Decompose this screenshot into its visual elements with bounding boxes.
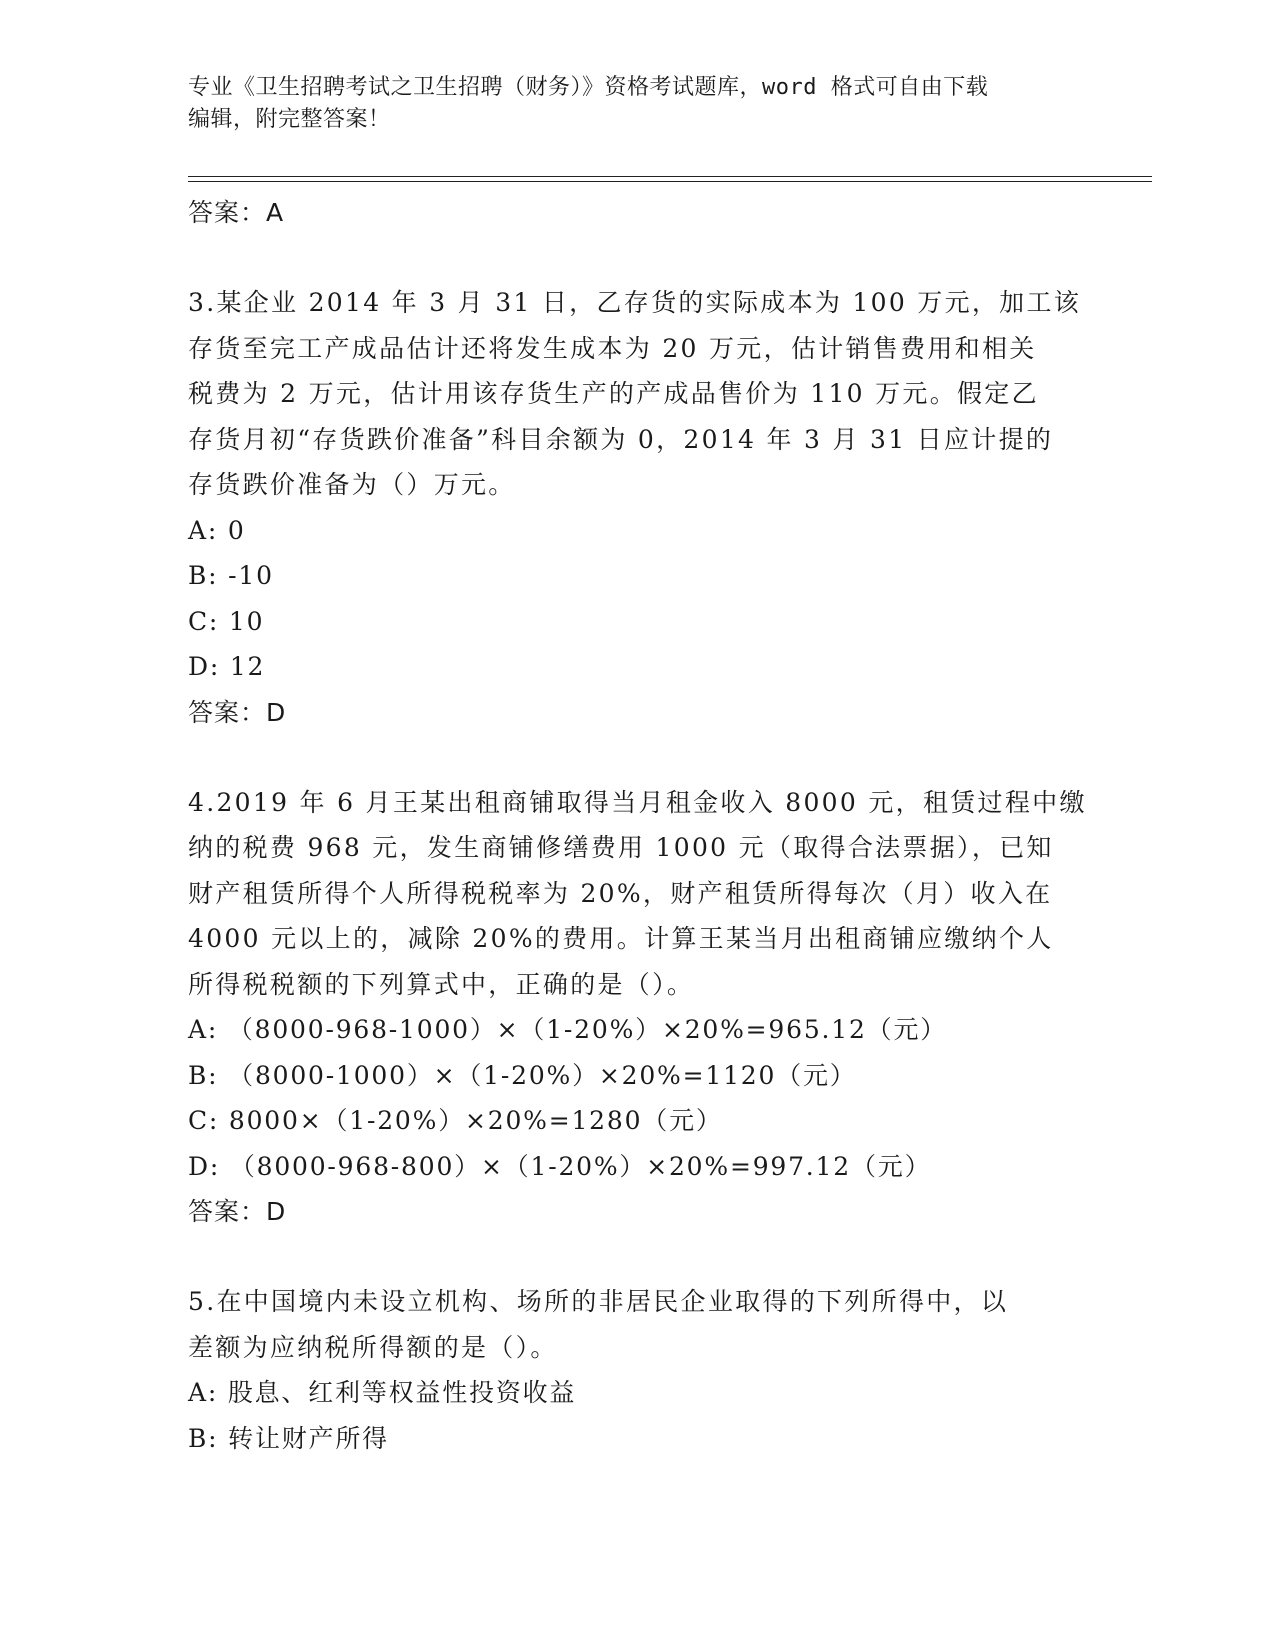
option-c: C: 8000×（1-20%）×20%=1280（元） [188, 1106, 723, 1135]
option-d: D: 12 [188, 652, 266, 681]
option-a: A: （8000-968-1000）×（1-20%）×20%=965.12（元） [188, 1015, 948, 1044]
question-line: 存货跌价准备为（）万元。 [188, 470, 516, 499]
option-c: C: 10 [188, 606, 265, 636]
question-text [188, 280, 1088, 508]
question-4 [188, 780, 1088, 1236]
option-d: D: （8000-968-800）×（1-20%）×20%=997.12（元） [188, 1151, 932, 1181]
question-line: 3.某企业 2014 年 3 月 31 日，乙存货的实际成本为 100 万元，加工该 [188, 288, 1082, 317]
option-a: A: 股息、红利等权益性投资收益 [188, 1378, 577, 1407]
header-divider-top [188, 176, 1152, 177]
question-text [188, 780, 1088, 1008]
question-5 [188, 1279, 1088, 1461]
header-line-2: 编辑，附完整答案！ [188, 107, 391, 132]
question-line: 4.2019 年 6 月王某出租商铺取得当月租金收入 8000 元，租赁过程中缴 [188, 787, 1087, 817]
option-b: B: -10 [188, 561, 274, 590]
document-header [188, 72, 1068, 136]
previous-answer: 答案：A [188, 198, 285, 227]
question-text [188, 1279, 1088, 1370]
option-b: B: （8000-1000）×（1-20%）×20%=1120（元） [188, 1060, 857, 1090]
question-line: 5.在中国境内未设立机构、场所的非居民企业取得的下列所得中，以 [188, 1287, 1009, 1316]
answer: 答案：D [188, 697, 287, 727]
question-line: 税费为 2 万元，估计用该存货生产的产成品售价为 110 万元。假定乙 [188, 379, 1039, 408]
question-3 [188, 280, 1088, 736]
option-b: B: 转让财产所得 [188, 1423, 389, 1453]
header-divider-bottom [188, 181, 1152, 182]
answer: 答案：D [188, 1197, 287, 1226]
question-list [188, 190, 1088, 1461]
header-line-1: 专业《卫生招聘考试之卫生招聘（财务）》资格考试题库，word 格式可自由下载 [188, 75, 989, 100]
question-line: 存货月初“存货跌价准备”科目余额为 0，2014 年 3 月 31 日应计提的 [188, 424, 1054, 454]
question-line: 纳的税费 968 元，发生商铺修缮费用 1000 元（取得合法票据），已知 [188, 833, 1054, 862]
question-line: 所得税税额的下列算式中，正确的是（）。 [188, 969, 695, 999]
question-line: 4000 元以上的，减除 20%的费用。计算王某当月出租商铺应缴纳个人 [188, 924, 1054, 953]
question-line: 差额为应纳税所得额的是（）。 [188, 1332, 558, 1362]
option-a: A: 0 [188, 515, 246, 545]
question-line: 存货至完工产成品估计还将发生成本为 20 万元，估计销售费用和相关 [188, 333, 1037, 363]
question-line: 财产租赁所得个人所得税税率为 20%，财产租赁所得每次（月）收入在 [188, 878, 1053, 908]
